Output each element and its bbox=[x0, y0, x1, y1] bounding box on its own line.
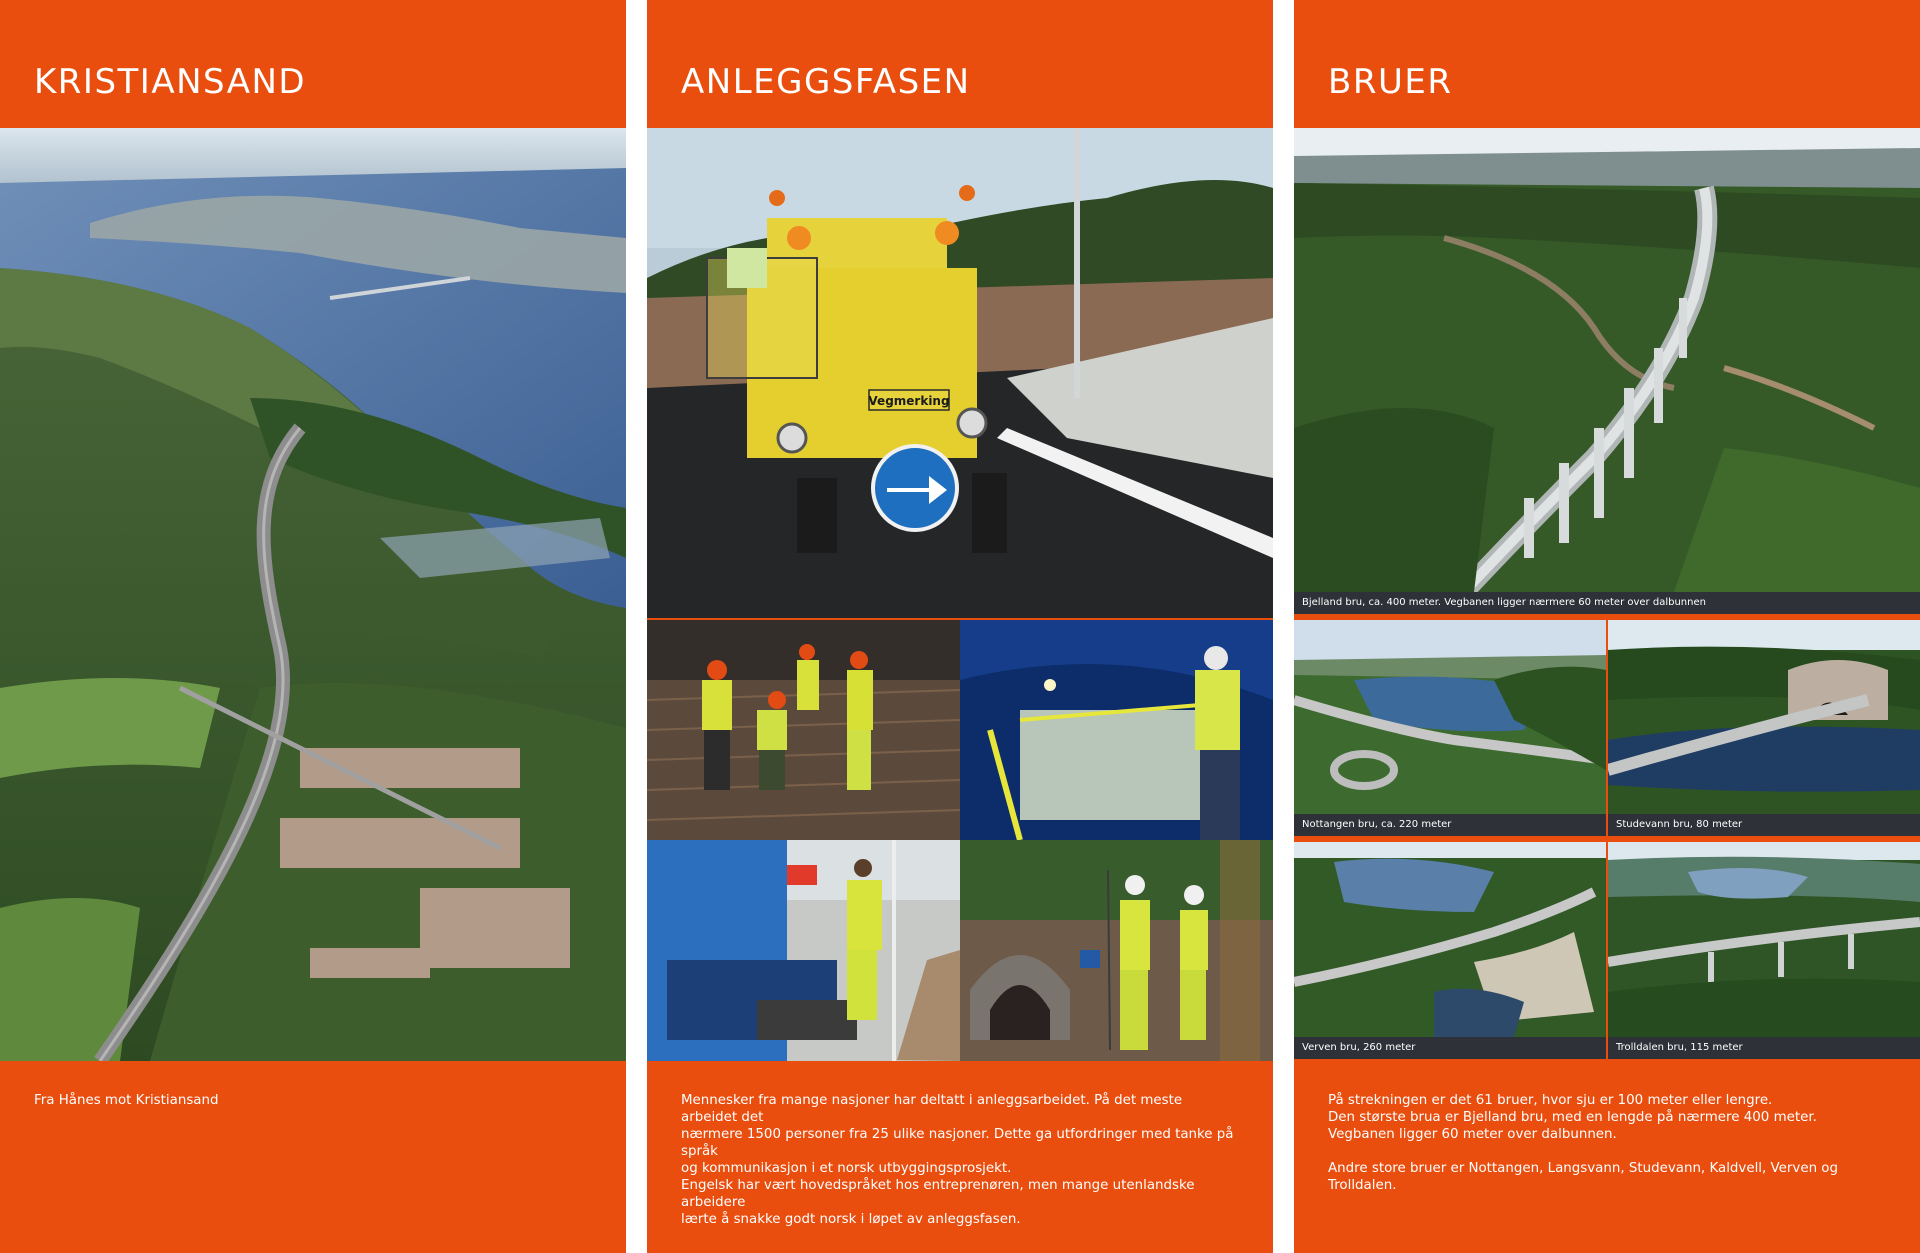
paragraph-gap bbox=[1328, 1143, 1888, 1160]
photo-caption: Studevann bru, 80 meter bbox=[1608, 814, 1920, 836]
body-line: Engelsk har vært hovedspråket hos entreprenøren, men mange utenlandske arbeidere bbox=[681, 1178, 1195, 1210]
surveyors-tunnel-photo bbox=[960, 840, 1273, 1061]
photo-caption: Nottangen bru, ca. 220 meter bbox=[1294, 814, 1606, 836]
body-line: Mennesker fra mange nasjoner har deltatt i anleggsarbeidet. På det meste arbeidet det bbox=[681, 1093, 1183, 1125]
photo-caption: Verven bru, 260 meter bbox=[1294, 1037, 1606, 1059]
paving-machine-photo bbox=[647, 840, 960, 1061]
panel-header bbox=[1294, 0, 1920, 128]
panel-title: BRUER bbox=[1328, 62, 1453, 102]
caption-line: Fra Hånes mot Kristiansand bbox=[34, 1093, 219, 1108]
aerial-photo-kristiansand bbox=[0, 128, 626, 1061]
panel-header bbox=[647, 0, 1273, 128]
body-line: nærmere 1500 personer fra 25 ulike nasjoner. Dette ga utfordringer med tanke på språk bbox=[681, 1127, 1234, 1159]
panel-anleggsfasen bbox=[647, 0, 1273, 1253]
trolldalen-bridge-photo bbox=[1608, 842, 1920, 1037]
body-line: Andre store bruer er Nottangen, Langsvann, Studevann, Kaldvell, Verven og Trolldalen. bbox=[1328, 1161, 1838, 1193]
body-line: På strekningen er det 61 bruer, hvor sju er 100 meter eller lengre. bbox=[1328, 1093, 1773, 1108]
road-marking-vehicle-photo bbox=[647, 128, 1273, 618]
photo-caption: Bjelland bru, ca. 400 meter. Vegbanen ligger nærmere 60 meter over dalbunnen bbox=[1294, 592, 1920, 614]
panel-body-text bbox=[1328, 1092, 1888, 1194]
body-line: lærte å snakke godt norsk i løpet av anleggsfasen. bbox=[681, 1212, 1021, 1227]
panel-title: ANLEGGSFASEN bbox=[681, 62, 971, 102]
body-line: og kommunikasjon i et norsk utbyggingsprosjekt. bbox=[681, 1161, 1012, 1176]
verven-bridge-photo bbox=[1294, 842, 1606, 1037]
panel-kristiansand bbox=[0, 0, 626, 1253]
panel-body-text bbox=[34, 1092, 594, 1109]
panel-body-text bbox=[681, 1092, 1241, 1228]
nottangen-bridge-photo bbox=[1294, 620, 1606, 814]
panel-title: KRISTIANSAND bbox=[34, 62, 307, 102]
photo-caption: Trolldalen bru, 115 meter bbox=[1608, 1037, 1920, 1059]
vehicle-sign-text: Vegmerking bbox=[868, 394, 950, 408]
tunnel-worker-photo bbox=[960, 620, 1273, 840]
studevann-bridge-photo bbox=[1608, 620, 1920, 814]
panel-header bbox=[0, 0, 626, 128]
workers-rebar-photo bbox=[647, 620, 960, 840]
body-line: Den største brua er Bjelland bru, med en lengde på nærmere 400 meter. bbox=[1328, 1110, 1817, 1125]
bjelland-bridge-photo bbox=[1294, 128, 1920, 592]
body-line: Vegbanen ligger 60 meter over dalbunnen. bbox=[1328, 1127, 1617, 1142]
panel-bruer bbox=[1294, 0, 1920, 1253]
